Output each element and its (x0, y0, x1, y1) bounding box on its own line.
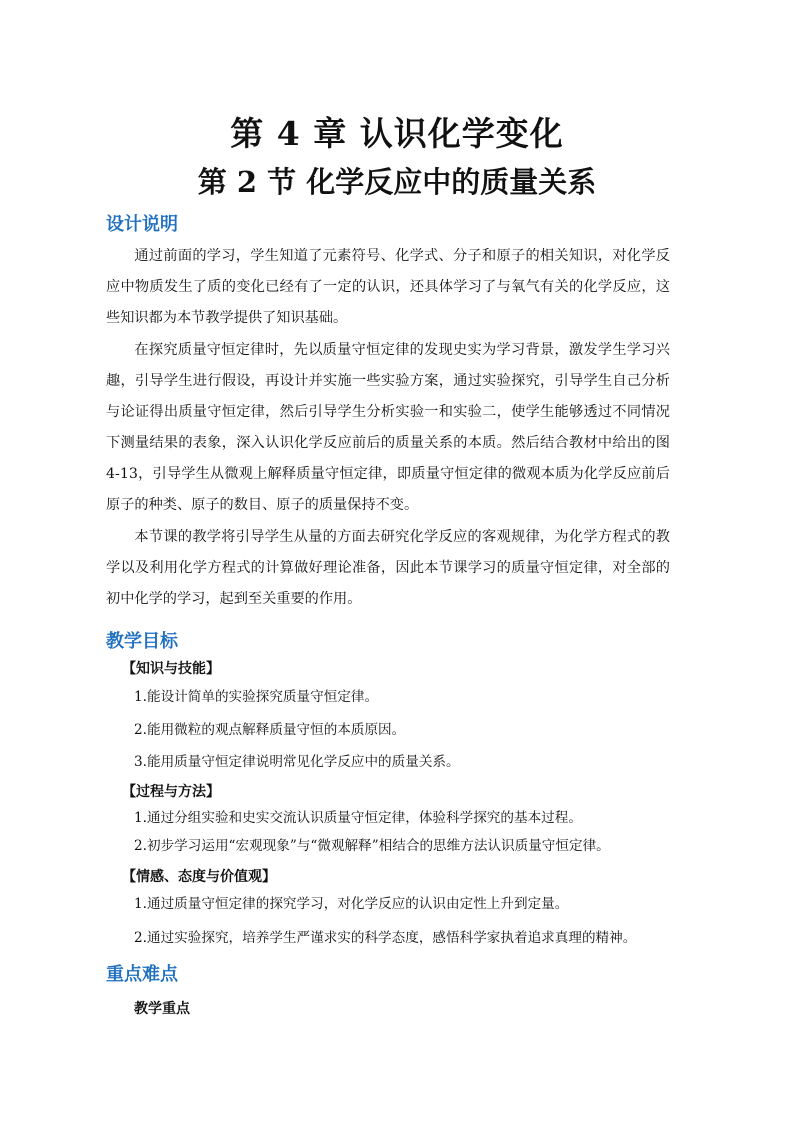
emotion-item-1: 1.通过质量守恒定律的探究学习，对化学反应的认识由定性上升到定量。 (134, 896, 569, 912)
design-heading: 设计说明 (106, 214, 178, 235)
design-paragraph-2: 在探究质量守恒定律时，先以质量守恒定律的发现史实为学习背景，激发学生学习兴趣，引导学生进行假设，再设计并实施一些实验方案，通过实验探究，引导学生自己分析与论证得出质量守恒定律，然后引导学生分析实验一和实验二，使学生能够透过不同情况下测量结果的表象，深入认识化学反应前后的质量关系的本质。然后结合教材中给出的图 4-13，引导学生从微观上解释质量守恒定律，即质量守恒定律的微观本质为化学反应前后原子的种类、原子的数目、原子的质量保持不变。 (106, 342, 670, 513)
key-points-subheading: 教学重点 (134, 1001, 190, 1017)
key-points-heading: 重点难点 (106, 964, 178, 985)
process-item-2: 2.初步学习运用“宏观现象”与“微观解释”相结合的思维方法认识质量守恒定律。 (134, 838, 610, 854)
chapter-title: 第 4 章 认识化学变化 (230, 114, 564, 153)
design-paragraph-3: 本节课的教学将引导学生从量的方面去研究化学反应的客观规律，为化学方程式的教学以及利用化学方程式的计算做好理论准备，因此本节课学习的质量守恒定律，对全部的初中化学的学习，起到至关重要的作用。 (106, 529, 670, 607)
knowledge-item-2: 2.能用微粒的观点解释质量守恒的本质原因。 (134, 722, 406, 738)
knowledge-item-1: 1.能设计简单的实验探究质量守恒定律。 (134, 689, 379, 705)
emotion-item-2: 2.通过实验探究，培养学生严谨求实的科学态度，感悟科学家执着追求真理的精神。 (134, 930, 637, 946)
process-item-1: 1.通过分组实验和史实交流认识质量守恒定律，体验科学探究的基本过程。 (134, 810, 582, 826)
emotion-subheading: 【情感、态度与价值观】 (122, 869, 276, 885)
design-paragraph-1: 通过前面的学习，学生知道了元素符号、化学式、分子和原子的相关知识，对化学反应中物质发生了质的变化已经有了一定的认识，还具体学习了与氧气有关的化学反应，这些知识都为本节教学提供了知识基础。 (106, 248, 670, 326)
goals-heading: 教学目标 (106, 631, 178, 652)
process-subheading: 【过程与方法】 (122, 784, 220, 800)
section-title: 第 2 节 化学反应中的质量关系 (197, 165, 597, 199)
knowledge-item-3: 3.能用质量守恒定律说明常见化学反应中的质量关系。 (134, 754, 460, 770)
knowledge-subheading: 【知识与技能】 (122, 661, 220, 677)
